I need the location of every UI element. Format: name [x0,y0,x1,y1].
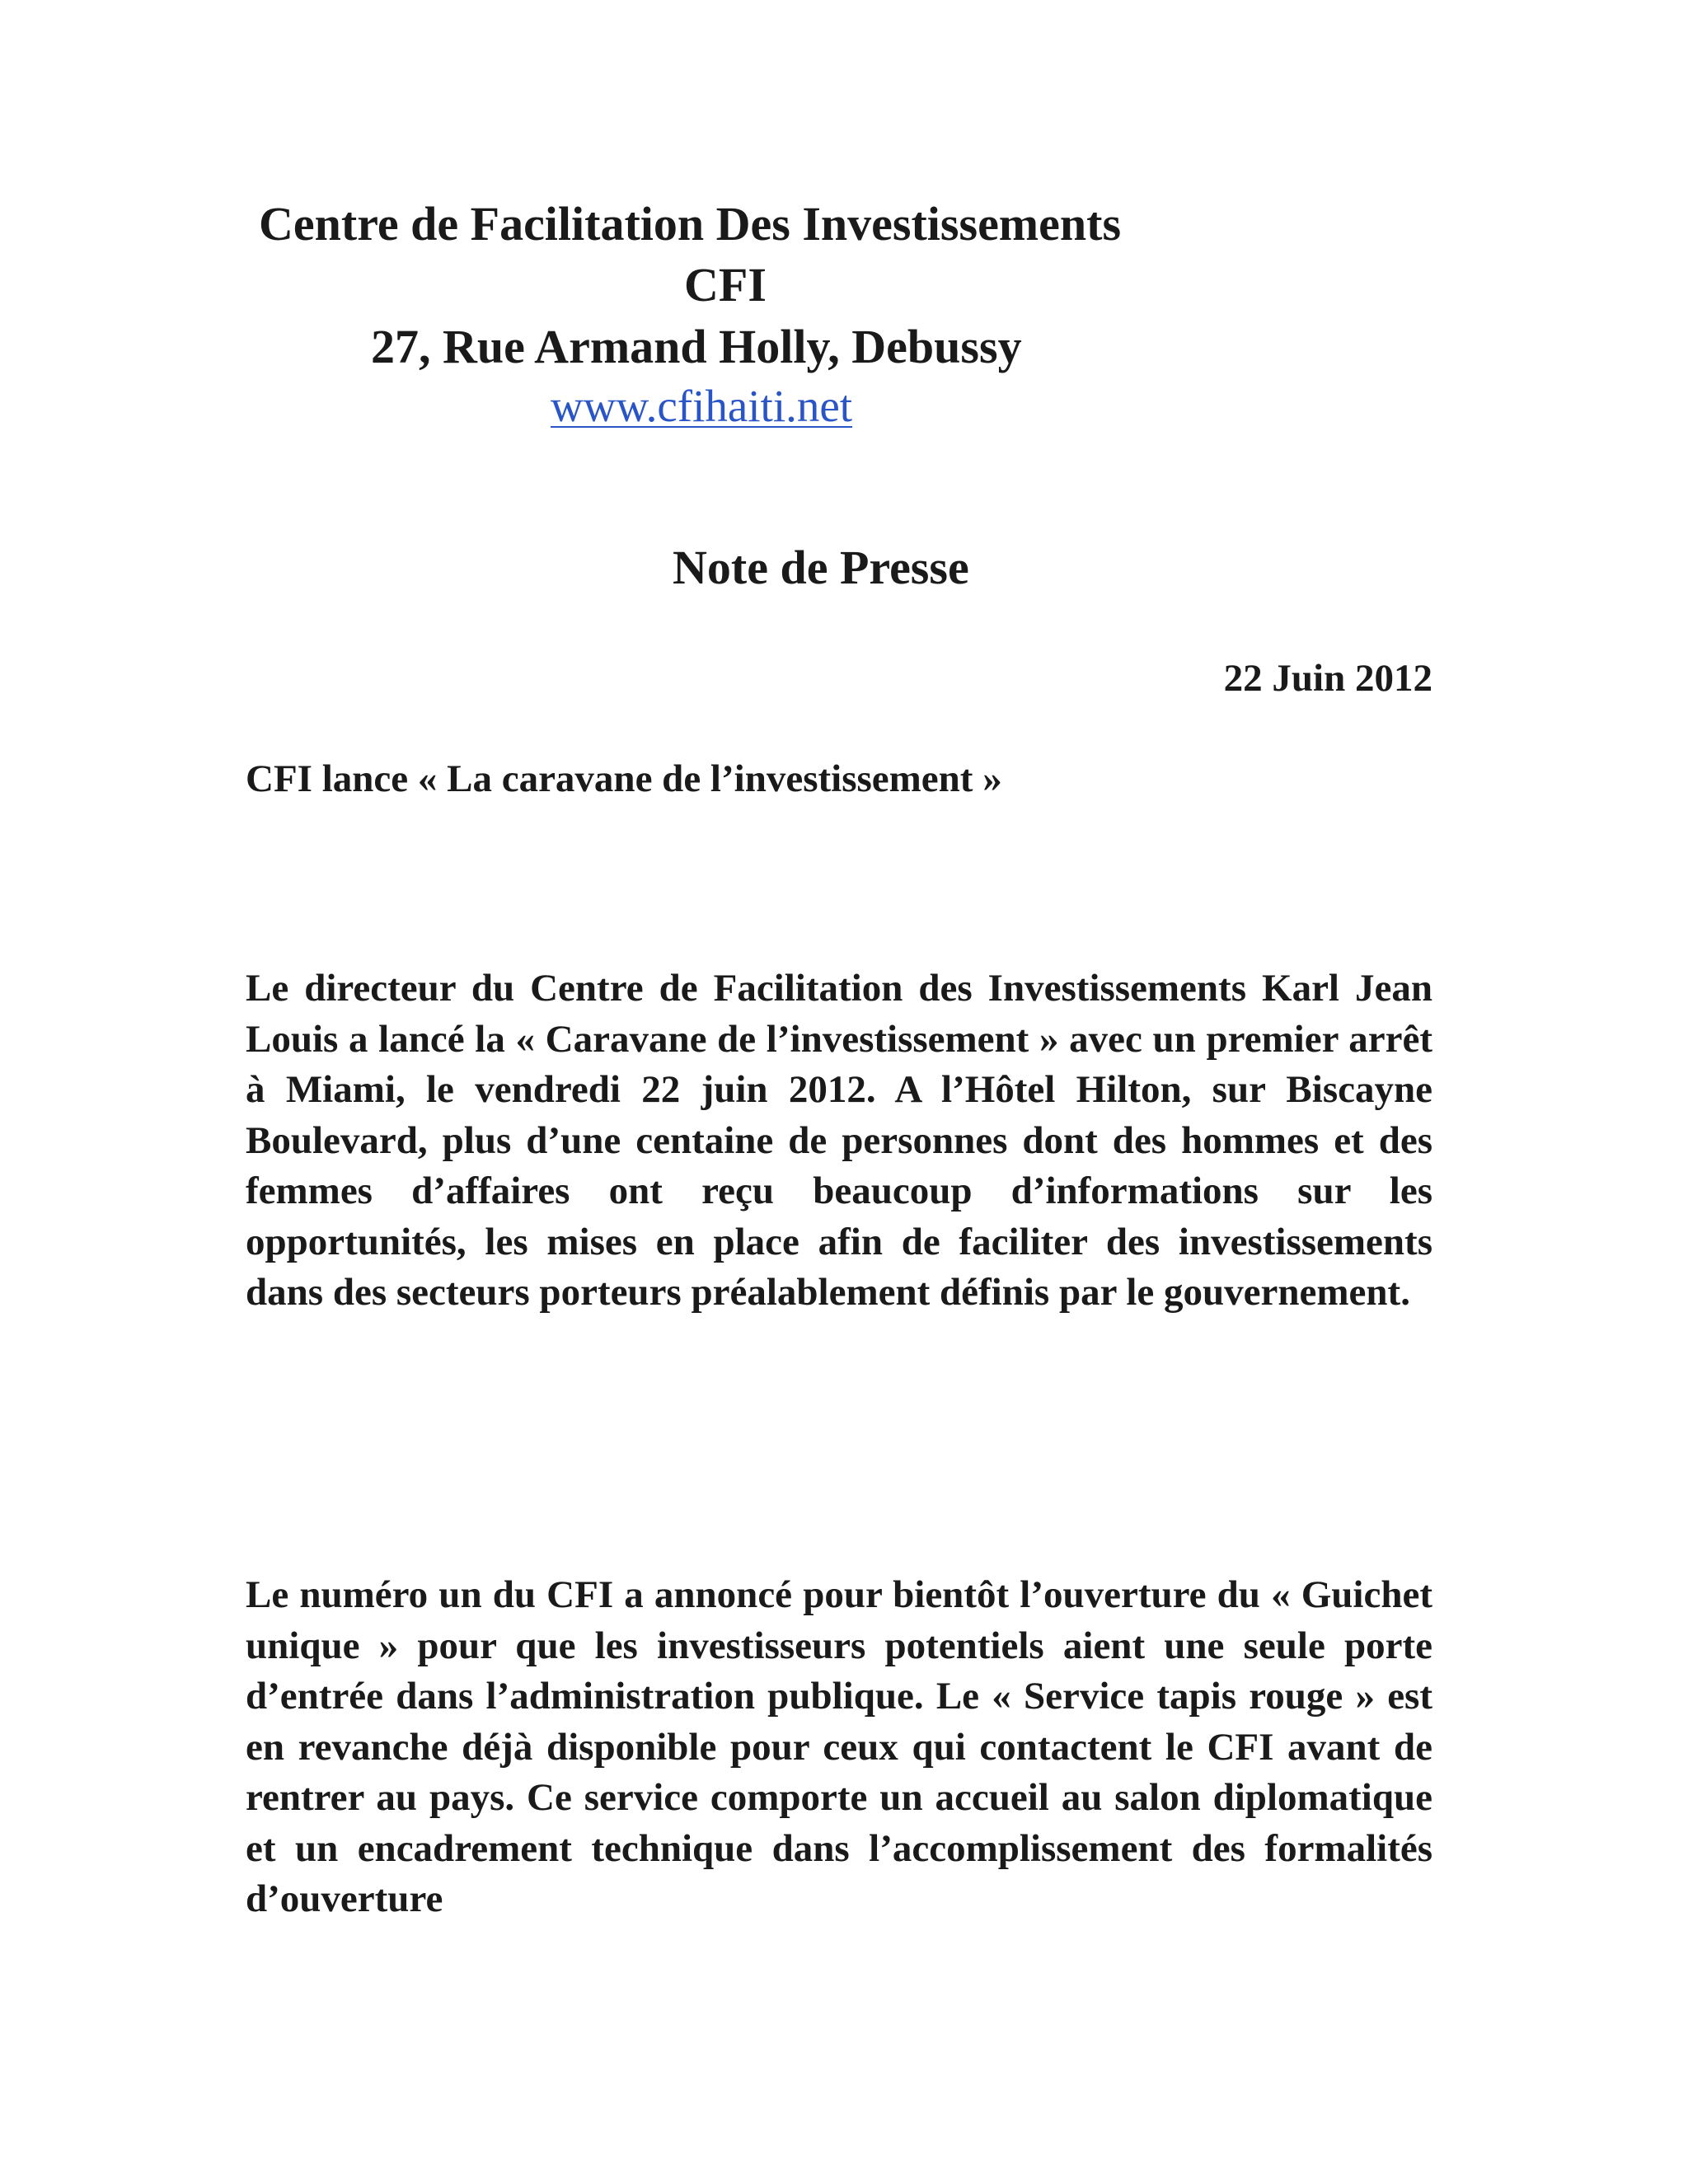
press-headline: CFI lance « La caravane de l’investissement » [246,757,1002,800]
organization-address: 27, Rue Armand Holly, Debussy [371,320,1022,373]
document-date: 22 Juin 2012 [1223,657,1432,700]
paragraph-2: Le numéro un du CFI a annoncé pour bientôt l’ouverture du « Guichet unique » pour que les investisseurs potentiels aient une seule porte d’entrée dans l’administration publique. Le « Service tapis rouge » est en revanche déjà disponible pour ceux qui contactent le CFI avant de rentrer au pays. Ce service comporte un accueil au salon diplomatique et un encadrement technique dans l’accomplissement des formalités d’ouverture [246,1573,1432,1920]
organization-name: Centre de Facilitation Des Investissements [259,197,1122,251]
website-link[interactable]: www.cfihaiti.net [551,381,853,431]
organization-acronym: CFI [684,258,767,312]
paragraph-1: Le directeur du Centre de Facilitation des Investissements Karl Jean Louis a lancé la « Caravane de l’investissement » avec un premier arrêt à Miami, le vendredi 22 juin 2012. A l’Hôtel Hilton, sur Biscayne Boulevard, plus d’une centaine de personnes dont des hommes et des femmes d’affaires ont reçu beaucoup d’informations sur les opportunités, les mises en place afin de faciliter des investissements dans des secteurs porteurs préalablement définis par le gouvernement. [246,967,1432,1314]
document-title: Note de Presse [673,541,969,594]
